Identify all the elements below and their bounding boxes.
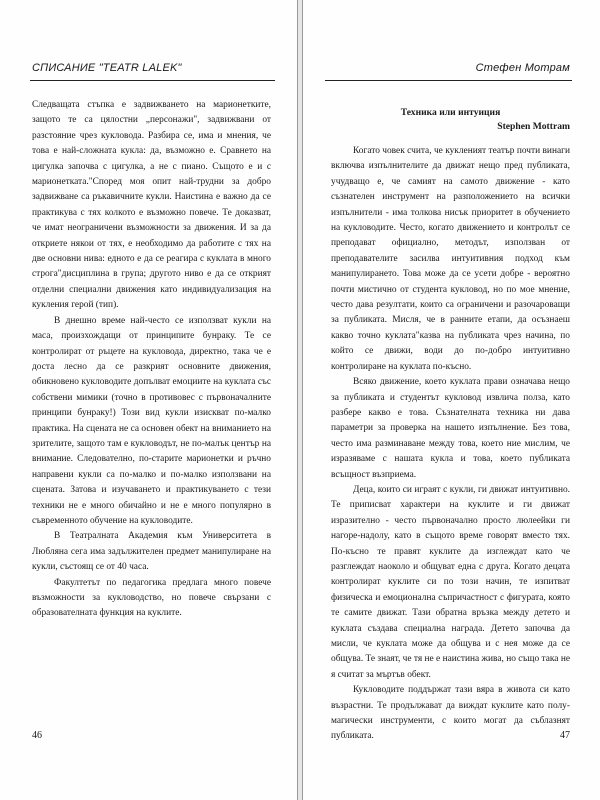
paragraph: Когато човек счита, че кукленият театър почти винаги включва изпълнителите да движат нещо пред публиката, учудващо е, че самият на самото движение - като съзнателен инструмент на разположението на всички изпълнители - има толкова нисък приоритет в обучението на кукловодите. Често, когато движението и контролът се преподават официално, методът, използван от преподавателите засилва интуитивния подход към манипулирането. Това може да се усети добре - вероятно почти мистично от студента кукловод, но по мое мнение, често дава резултати, които са ограничени и разочароващи за публиката. Мисля, че в ранните етапи, да осъзнаеш какво точно куклата"казва на публиката чрез начина, по който се движи, води до по-добро интуитивно контролиране на куклата по-късно. bbox=[331, 146, 570, 372]
paragraph: Кукловодите поддържат тази вяра в живота си като възрастни. Те продължават да виждат куклите като полу-магически инструменти, с които могат да съблазнят публиката. bbox=[331, 685, 570, 742]
paragraph: Следващата стъпка е задвижването на марионетките, защото те са цялостни „персонажи", задвижвани от разстояние чрез кукловода. Разбира се, има и мнения, че това е най-сложната кукла: да, възможно е. Сравнето на цигулка започва с цигулка, а не с пиано. Същото е и с марионетката."Според моя опит най-трудни за добро задвижване са ръкавичните кукли. Наистина е важно да се практикува с тях колкото е възможно повече. Те доказват, че имат неограничени възможности за движения. И за да откриете някои от тях, е необходимо да работите с тях на две основни нива: едното е да се реагира с куклата в много строга"дисциплина в група; другото ниво е да се открият отделни специални движения като индивидуализация на кукления герой (тип). bbox=[32, 100, 271, 311]
left-page bbox=[0, 0, 298, 800]
paragraph: В днешно време най-често се използват кукли на маса, произхождащи от принципите бунраку. Те се контролират от ръцете на кукловода, директно, така че е доста лесно да се разкрият основните движения, обикновено кукловодите допълват емоциите на куклата със собствени мимики (точно в противовес с първоначалните принципи бунраку!) Този вид кукли изискват по-малко практика. На сцената не са основен обект на вниманието на зрителите, защото там е кукловодът, не по-малък център на внимание. Следователно, по-старите марионетки и ръчно направени кукли са по-малко и по-малко използвани на сцената. Затова и изучаването и практикуването с тези техники не е много обичайно и не е много популярно в съвременното обучение на кукловодите. bbox=[32, 315, 271, 526]
paragraph: Факултетът по педагогика предлага много повече възможности за кукловодство, но повече свързани с образователната функция на куклите. bbox=[32, 577, 271, 619]
right-page bbox=[302, 0, 600, 800]
page-number: 47 bbox=[560, 730, 570, 741]
article-author: Stephen Mottram bbox=[497, 121, 570, 132]
left-body-text bbox=[32, 98, 271, 622]
page-number: 46 bbox=[32, 730, 42, 741]
paragraph: Деца, които си играят с кукли, ги движат интуитивно. Те приписват характери на куклите и ги движат изразително - често първоначално просто люлеейки ги нагоре-надолу, като в същото време говорят вместо тях. По-късно те правят куклите да изглеждат като че разглеждат наоколо и общуват една с друга. Когато децата контролират куклите си по този начин, те изпитват физическа и емоционална съпричастност с фигурата, която те самите движат. Тази обратна връзка между детето и куклата създава специална награда. Детето започва да мисли, че куклата може да общува и с нея може да се общува. Те знаят, че тя не е наистина жива, но също така не я считат за мъртъв обект. bbox=[331, 484, 570, 680]
running-header-author: Стефен Мотрам bbox=[475, 62, 570, 74]
running-header-journal: СПИСАНИЕ "TEATR LALEK" bbox=[32, 62, 182, 74]
paragraph: В Театралната Академия към Университета в Любляна сега има задължителен предмет манипулиране на кукли, състоящ се от 40 часа. bbox=[32, 531, 271, 573]
article-title: Техника или интуиция bbox=[400, 107, 501, 118]
header-rule bbox=[30, 80, 275, 81]
paragraph: Всяко движение, което куклата прави означава нещо за публиката и студентът кукловод извлича полза, като разбере какво е това. Съзнателната техника ни дава параметри за проверка на нашето изпълнение. Без това, често има разминаване между това, което ние мислим, че изразяваме с нашата кукла и това, което публиката всъщност възприема. bbox=[331, 377, 570, 480]
header-rule bbox=[325, 80, 572, 81]
right-body-text bbox=[331, 106, 570, 745]
